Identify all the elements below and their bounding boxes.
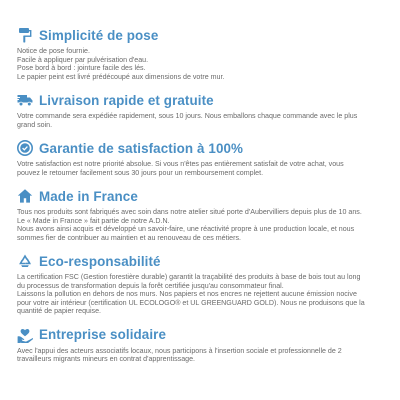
feature-title: Simplicité de pose	[39, 27, 159, 43]
delivery-truck-icon	[17, 92, 33, 108]
feature-simplicite	[17, 26, 384, 81]
description-line: Facile à appliquer par pulvérisation d'eau.	[17, 55, 149, 64]
feature-description	[17, 273, 384, 316]
feature-entreprise-solidaire	[17, 326, 384, 364]
feature-title: Made in France	[39, 188, 138, 204]
feature-header	[17, 326, 384, 344]
description-line: Tous nos produits sont fabriqués avec soin dans notre atelier situé porte d'Aubervilliers depuis plus de 10 ans.	[17, 208, 362, 216]
description-line: sommes fier de contribuer au maintien et au renouveau de ces métiers.	[17, 233, 241, 242]
description-line: quantité de papier requise.	[17, 307, 102, 315]
description-line: pouvez le retourner facilement sous 30 jours pour un remboursement complet.	[17, 168, 264, 177]
feature-title: Eco-responsabilité	[39, 253, 161, 269]
description-line: Le « Made in France » fait partie de notre A.D.N.	[17, 216, 170, 225]
description-line: La certification FSC (Gestion forestière durable) garantit la traçabilité des produits à base de bois tout au long	[17, 273, 361, 281]
feature-description	[17, 347, 384, 364]
description-line: Nous avons ainsi acquis et développé un savoir-faire, une réactivité propre à une production locale, et nous	[17, 225, 355, 233]
feature-title: Entreprise solidaire	[39, 327, 167, 342]
feature-title: Livraison rapide et gratuite	[39, 92, 214, 108]
description-line: grand soin.	[17, 120, 53, 129]
paint-roller-icon	[17, 27, 33, 43]
feature-header	[17, 91, 384, 109]
feature-header	[17, 139, 384, 157]
feature-header	[17, 187, 384, 205]
description-line: du processus de transformation depuis la forêt certifiée jusqu'au consommateur final.	[17, 281, 284, 290]
feature-livraison	[17, 91, 384, 129]
feature-header	[17, 252, 384, 270]
heart-hands-icon	[17, 327, 33, 343]
feature-description	[17, 208, 384, 242]
feature-title: Garantie de satisfaction à 100%	[39, 140, 244, 156]
feature-description	[17, 47, 384, 81]
feature-eco-responsabilite	[17, 252, 384, 316]
feature-description	[17, 160, 384, 177]
feature-garantie	[17, 139, 384, 177]
description-line: Avec l'appui des acteurs associatifs locaux, nous participons à l'insertion sociale et professionnelle de 2	[17, 346, 342, 355]
checkmark-circle-icon	[17, 140, 33, 156]
feature-header	[17, 26, 384, 44]
description-line: Pose bord à bord : jointure facile des lés.	[17, 64, 146, 72]
feature-description	[17, 112, 384, 129]
recycle-icon	[17, 253, 33, 269]
house-icon	[17, 188, 33, 204]
description-line: Laissons la pollution en dehors de nos murs. Nos papiers et nos encres ne rejettent aucune émission nocive	[17, 290, 357, 298]
feature-made-in-france	[17, 187, 384, 242]
description-line: Notice de pose fournie.	[17, 47, 90, 55]
description-line: Votre satisfaction est notre priorité absolue. Si vous n'êtes pas entièrement satisfait de votre achat, vous	[17, 160, 344, 168]
description-line: Votre commande sera expédiée rapidement, sous 10 jours. Nous emballons chaque commande avec le plus	[17, 112, 358, 120]
description-line: travailleurs migrants mineurs en contrat d'apprentissage.	[17, 355, 195, 363]
description-line: pour votre air intérieur (certification UL ECOLOGO® et UL GREENGUARD GOLD). Nous ne produisons que la	[17, 298, 365, 307]
description-line: Le papier peint est livré prédécoupé aux dimensions de votre mur.	[17, 72, 225, 81]
